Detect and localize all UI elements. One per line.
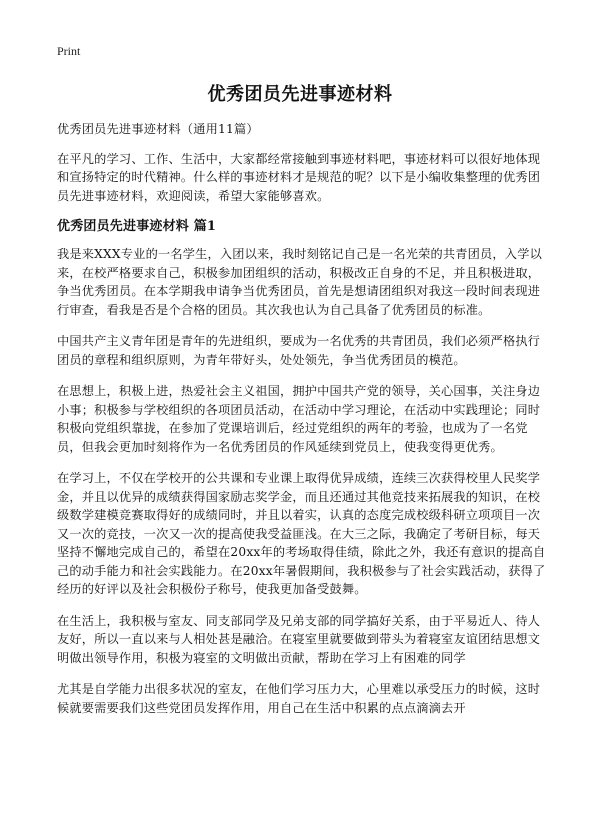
section-heading: 优秀团员先进事迹材料 篇1 [57,219,217,234]
body-paragraph: 我是来XXX专业的一名学生，入团以来，我时刻铭记自己是一名光荣的共青团员，入学以来，在校严格要求自己，积极参加团组织的活动，积极改正自身的不足，并且积极进取，争当优秀团员。在本学期我申请争当优秀团员，首先是想请团组织对我这一段时间表现进行审查，看我是否是个合格的团员。其次我也认为自己具备了优秀团员的标准。 [57,247,542,317]
body-paragraph: 在学习上，不仅在学校开的公共课和专业课上取得优异成绩，连续三次获得校里人民奖学金，并且以优异的成绩获得国家励志奖学金，而且还通过其他竞技来拓展我的知识，在校级数学建模竞赛取得好的成绩同时，并且以着实，认真的态度完成校级科研立项项目一次又一次的竞技，一次又一次的提高使我受益匪浅。在大三之际，我确定了考研目标，每天坚持不懈地完成自己的，希望在20xx年的考场取得佳绩，除此之外，我还有意识的提高自己的动手能力和社会实践能力。在20xx年暑假期间，我积极参与了社会实践活动，获得了经历的好评以及社会积极份子称号，使我更加备受鼓舞。 [57,471,546,596]
print-link[interactable]: Print [57,44,81,58]
article-body [57,120,547,730]
body-paragraph: 在生活上，我积极与室友、同支部同学及兄弟支部的同学搞好关系，由于平易近人、待人友好，所以一直以来与人相处甚是融洽。在寝室里就要做到带头为着寝室友谊团结思想文明做出领导作用，积极为寝室的文明做出贡献，帮助在学习上有困难的同学 [57,613,541,665]
intro-paragraph: 在平凡的学习、工作、生活中，大家都经常接触到事迹材料吧，事迹材料可以很好地体现和宣扬特定的时代精神。什么样的事迹材料才是规范的呢？以下是小编收集整理的优秀团员先进事迹材料，欢迎阅读，希望大家能够喜欢。 [57,151,541,203]
article-subtitle: 优秀团员先进事迹材料（通用11篇） [57,122,259,136]
page-title: 优秀团员先进事迹材料 [207,84,393,105]
body-paragraph: 在思想上，积极上进，热爱社会主义祖国，拥护中国共产党的领导，关心国事，关注身边小事；积极参与学校组织的各项团员活动，在活动中学习理论，在活动中实践理论；同时积极向党组织靠拢，在参加了党课培训后，经过党组织的两年的考验，也成为了一名党员，但我会更加时刻将作为一名优秀团员的作风延续到党员上，使我变得更优秀。 [57,384,541,454]
body-paragraph: 尤其是自学能力出很多状况的室友，在他们学习压力大，心里难以承受压力的时候，这时候就要需要我们这些党团员发挥作用，用自己在生活中积累的点点滴滴去开 [57,682,541,715]
body-paragraph: 中国共产主义青年团是青年的先进组织，要成为一名优秀的共青团员，我们必须严格执行团员的章程和组织原则，为青年带好头，处处领先，争当优秀团员的模范。 [57,334,541,367]
